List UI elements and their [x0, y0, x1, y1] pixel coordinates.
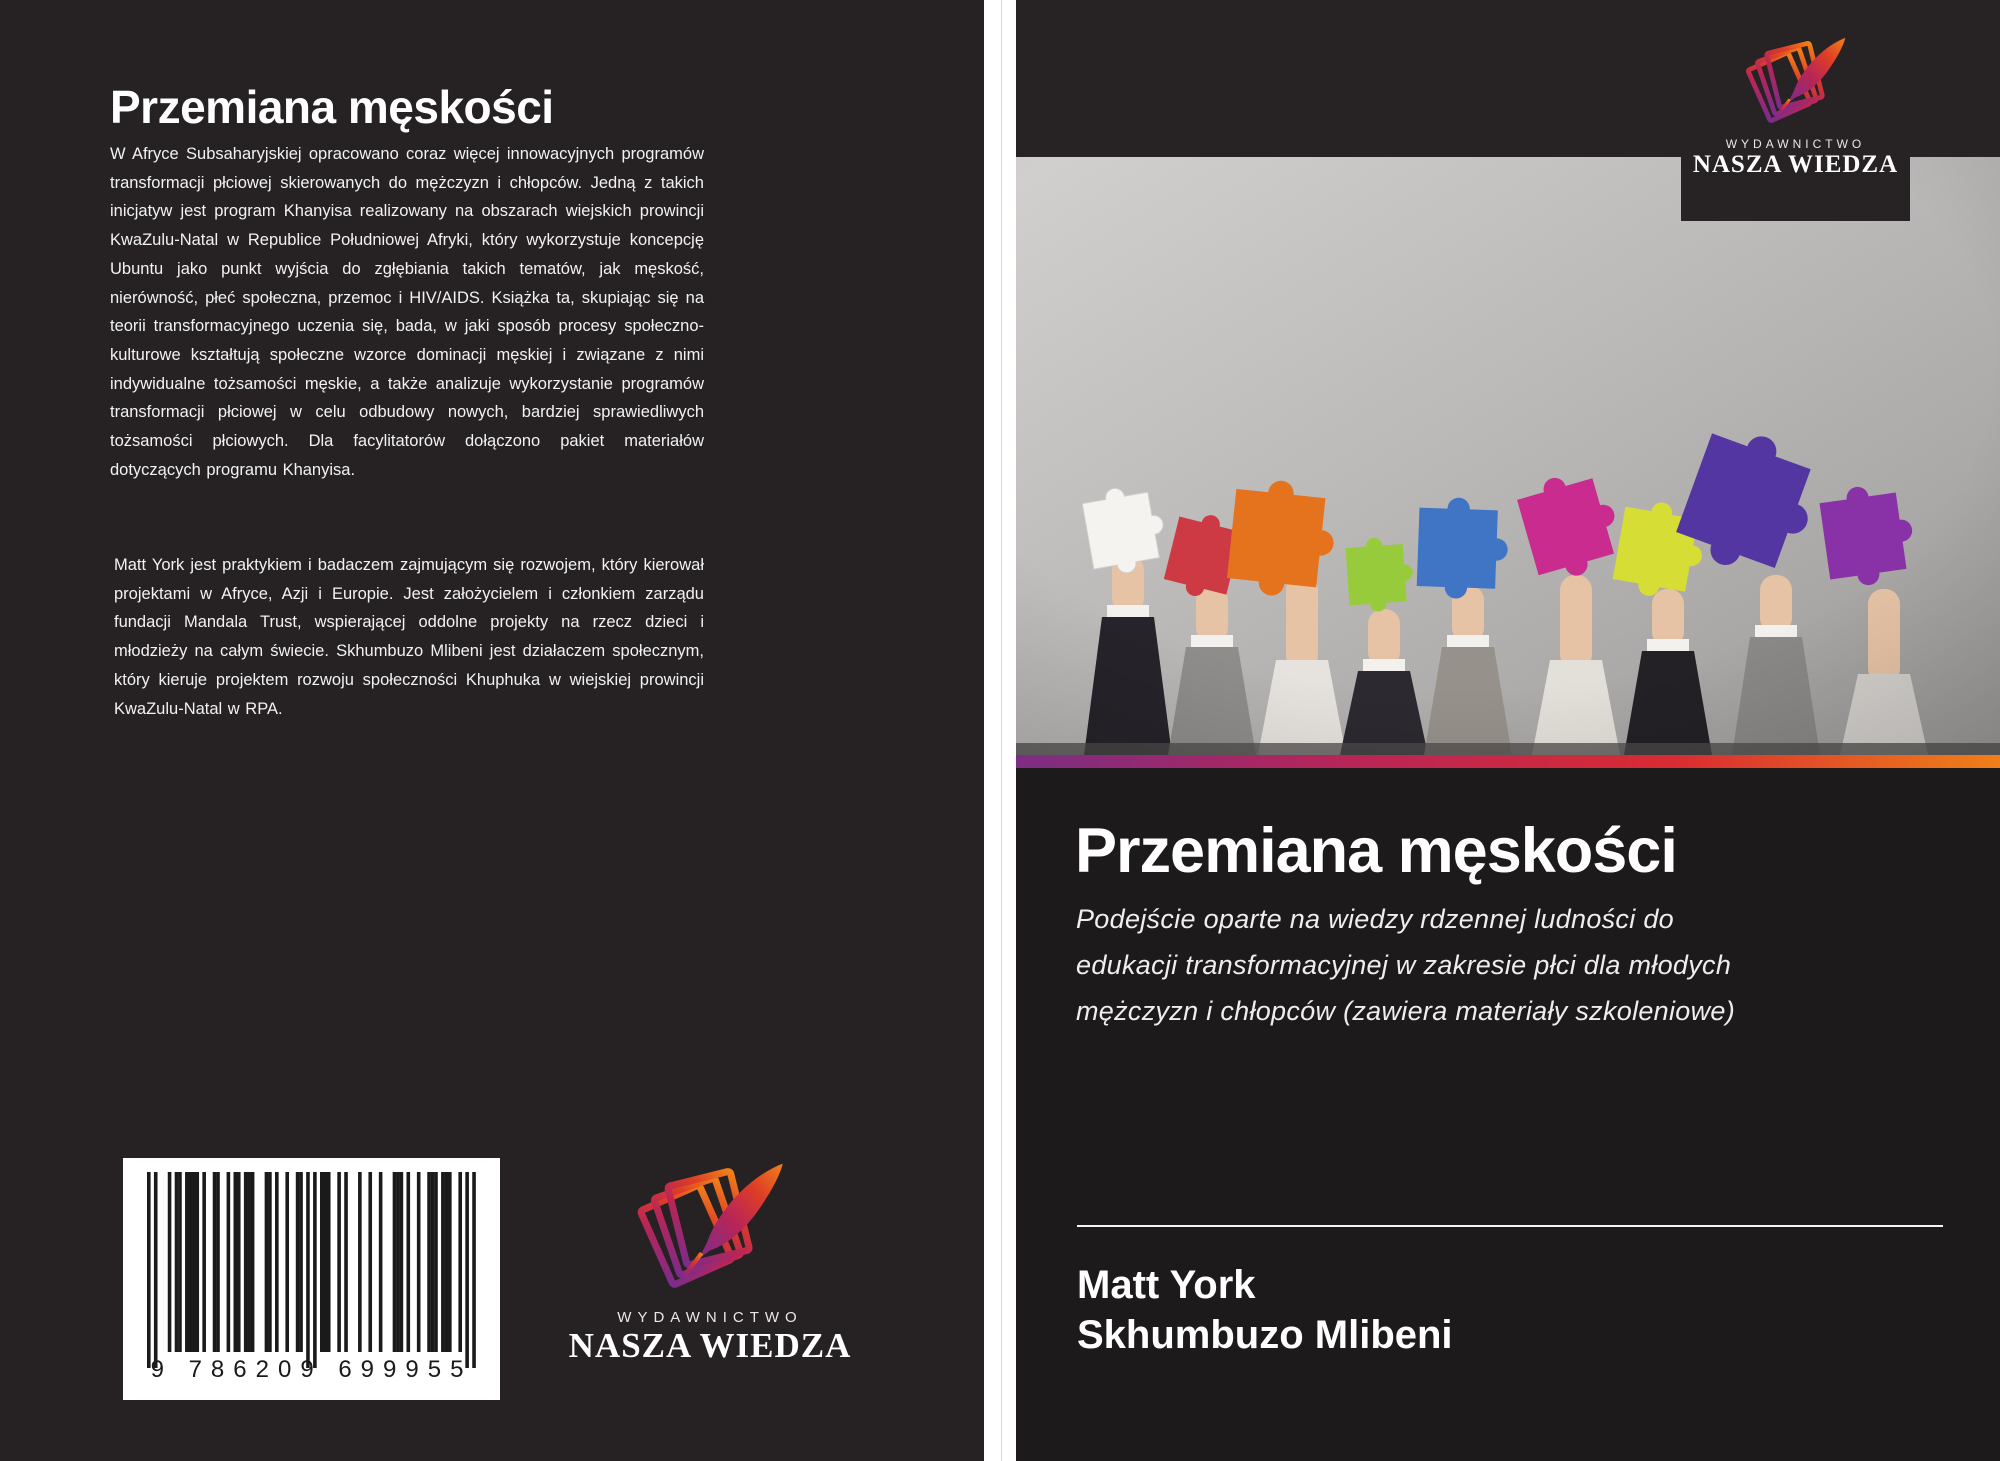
author-name: Skhumbuzo Mlibeni	[1077, 1313, 1453, 1357]
publisher-name-top: WYDAWNICTWO	[1725, 137, 1866, 151]
back-cover-title: Przemiana męskości	[110, 81, 554, 133]
barcode	[123, 1158, 500, 1400]
author-name: Matt York	[1077, 1263, 1256, 1307]
subtitle-line: Podejście oparte na wiedzy rdzennej ludności do	[1076, 904, 1674, 934]
publisher-name-main: NASZA WIEDZA	[568, 1326, 852, 1365]
front-cover-subtitle	[1076, 896, 1735, 1034]
front-cover-title: Przemiana męskości	[1075, 816, 1677, 886]
publisher-book-feather-icon	[1738, 34, 1853, 130]
spine-fold-line	[1001, 0, 1002, 1461]
front-cover	[1016, 0, 2000, 1461]
back-cover	[0, 0, 984, 1461]
publisher-logo-front	[1681, 0, 1910, 221]
publisher-name-main: NASZA WIEDZA	[1692, 151, 1899, 178]
cover-photo	[1016, 157, 2000, 755]
publisher-name-top: WYDAWNICTWO	[617, 1309, 803, 1326]
spine-gutter	[984, 0, 1016, 1461]
subtitle-line: mężczyzn i chłopców (zawiera materiały szkoleniowe)	[1076, 996, 1736, 1026]
barcode-digits: 9 786209 699955	[150, 1356, 473, 1383]
back-cover-author-bio: Matt York jest praktykiem i badaczem zajmującym się rozwojem, który kierował projektami w Afryce, Azji i Europie. Jest założycielem i członkiem zarządu fundacji Mandala Trust, wspierającej oddolne projekty na rzecz dzieci i młodzieży na całym świecie. Skhumbuzo Mlibeni jest działaczem społecznym, który kieruje projektem rozwoju społeczności Khuphuka w wiejskiej prowincji KwaZulu-Natal w RPA.	[114, 556, 704, 718]
front-cover-authors	[1077, 1260, 1453, 1360]
subtitle-line: edukacji transformacyjnej w zakresie płci dla młodych	[1076, 950, 1732, 980]
hands-with-puzzle-pieces-photo	[1016, 157, 2000, 755]
accent-gradient-strip	[1016, 755, 2000, 768]
authors-divider	[1077, 1225, 1943, 1227]
back-cover-description: W Afryce Subsaharyjskiej opracowano coraz więcej innowacyjnych programów transformacji płciowej skierowanych do mężczyzn i chłopców. Jedną z takich inicjatyw jest program Khanyisa realizowany na obszarach wiejskich prowincji KwaZulu-Natal w Republice Południowej Afryki, który wykorzystuje koncepcję Ubuntu jako punkt wyjścia do zgłębiania takich tematów, jak męskość, nierówność, płeć społeczna, przemoc i HIV/AIDS. Książka ta, skupiając się na teorii transformacyjnego uczenia się, bada, w jaki sposób procesy społeczno-kulturowe kształtują społeczne wzorce dominacji męskiej i związane z nimi indywidualne tożsamości męskie, a także analizuje wykorzystanie programów transformacji płciowej w celu odbudowy nowych, bardziej sprawiedliwych tożsamości płciowych. Dla facylitatorów dołączono pakiet materiałów dotyczących programu Khanyisa.	[110, 145, 704, 479]
photo-vignette	[1016, 157, 2000, 755]
publisher-logo-back	[560, 1158, 860, 1366]
publisher-book-feather-icon	[625, 1158, 795, 1298]
